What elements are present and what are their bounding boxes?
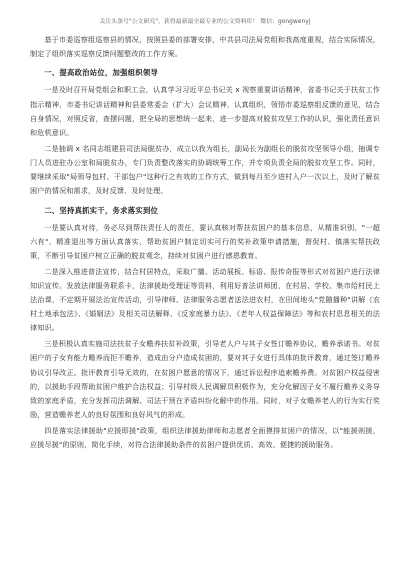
section2-paragraph-2: 二是深入推进普法宣传，结合村居特点，采取广播、活动展板、标语、报传奇报等形式对贫困户进行法律知识宣传。发放法律服务联系卡，法律援助受理证等资料，利用好普法讲师团，在村居、学校、集市给村民上法治课，不定期开展法治宣传活动，引导律师、法律服务志愿者送法进农村，在田间地头"党随播种"讲解《农村土地承包法》、《婚姻法》及相关司法解释、《反家庭暴力法》、《老年人权益保障法》等和农村息息相关的法律知识。 (30, 266, 380, 333)
section-heading-2: 二、坚持真抓实干，务求落实到位 (44, 205, 159, 215)
section1-paragraph-1: 一是及时召开局党组会和职工会，认真学习习近平总书记关 x 视察重要讲话精神，省委书记关于扶贫工作指示精神，市委书记讲话精神和县委常委会（扩大）会议精神，认真组织，领悟市委巡察组反馈的意见，结合自身情况，对照反省，查摆问题，把全局的思想统一起来，进一步提高对脱贫攻坚工作的认识，强化责任意识和危机意识。 (30, 85, 380, 138)
section1-paragraph-2: 二是抽调 x 名同志组建县司法局脱贫办，成立以我为组长，副局长为副组长的脱贫攻坚领导小组，抽调专门人员进驻办公室和局脱贫办，专门负责整改落实的协调统筹工作，并专项负责全局的脱贫攻坚工作。同时，要继续采取"局领导包村、干部包户"这种行之有效的工作方式，做到每月至少进村入户一次以上，及时了解贫困户的情况和需求，及时反馈、及时处理。 (30, 143, 380, 196)
intro-paragraph: 基于市委巡察组巡察县的情况，按照县委的部署安排，中共县司法局党组和我高度重视，结合实际情况，制定了组织落实巡察反馈问题整改的工作方案。 (30, 35, 380, 59)
header-banner: 关注头条号"公文研究"，获得最新最全最专业的公文资料库！ 微信：gongwenyj (99, 19, 311, 25)
section2-paragraph-1: 一是要认真对待，务必尽到帮扶责任人的责任，要认真核对帮扶贫困户的基本信息，从精准识别、"一超六有"、精准退出等方面认真落实，帮助贫困户制定切实可行的奖补政策申请措施，督促村、镇落实帮扶政策，不断引导贫困户树立正确的脱贫观念，持续对贫困户进行感恩教育。 (30, 222, 380, 260)
section2-paragraph-4: 四是落实法律援助"应援即援"政策，组织法律援助律师和志愿者全面摸排贫困户的情况，以"能援则援，应援尽援"的原则，简化手续，对符合法律援助条件的贫困户提供优质、高效、便捷的援助服务。 (30, 425, 380, 450)
section2-paragraph-3: 三是积极认真实施司法扶贫子女赡养扶贫补政策，引导老人户与其子女签订赡养协议，赡养承诺书。对贫困户的子女有能力赡养而拒不赡养，造成由分户造成贫困的，要对其子女进行具体的批评教育，通过签订赡养协议引导改正。批评教育引导无效的，在贫困户愿意的情况下，通过诉讼程序追索赡养费。对贫困户权益侵害的，以援助手段帮助贫困户维护合法权益；引导村级人民调解员积极作为，充分化解因子女不履行赡养义务导致的家庭矛盾，充分发挥司法调解、司法干预在矛盾纠纷化解中的作用。同时，对子女赡养老人的行为实行奖励，营造赡养老人的良好氛围和良好风气的形成。 (30, 339, 380, 420)
section-heading-1: 一、提高政治站位，加强组织领导 (44, 68, 159, 78)
